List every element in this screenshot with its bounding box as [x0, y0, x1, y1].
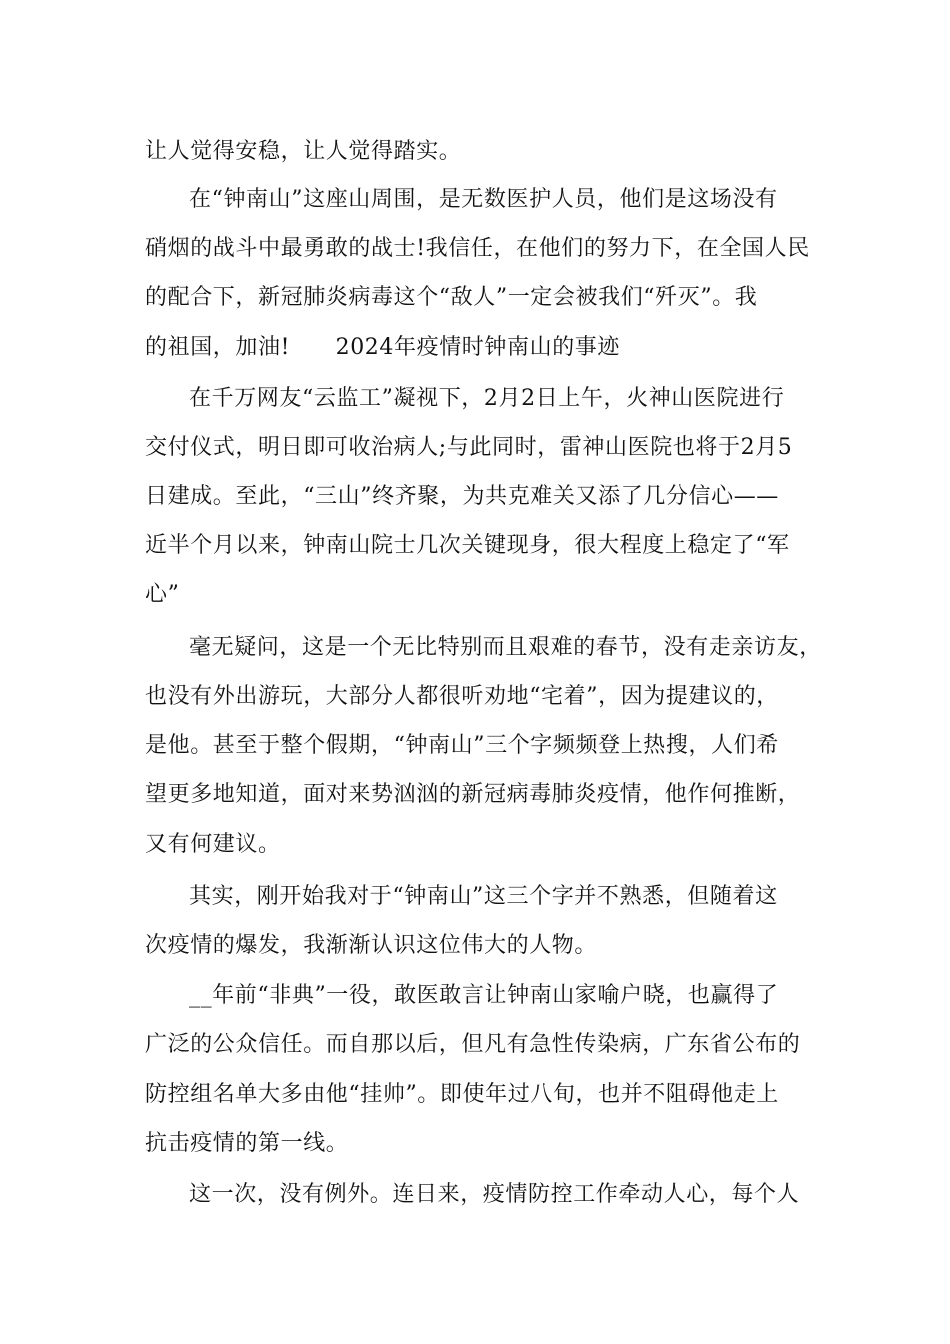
text-line-14: 望更多地知道，面对来势汹汹的新冠病毒肺炎疫情，他作何推断， [145, 782, 801, 807]
text-line-6: 在千万网友“云监工”凝视下，2月2日上午，火神山医院进行 [189, 386, 785, 411]
text-line-22: 这一次，没有例外。连日来，疫情防控工作牵动人心，每个人 [189, 1182, 800, 1207]
text-line-15: 又有何建议。 [145, 832, 281, 857]
text-line-7: 交付仪式，明日即可收治病人;与此同时，雷神山医院也将于2月5 [145, 435, 793, 460]
text-line-3: 硝烟的战斗中最勇敢的战士!我信任，在他们的努力下，在全国人民 [145, 236, 810, 261]
text-line-18: __年前“非典”一役，敢医敢言让钟南山家喻户晓，也赢得了 [189, 983, 779, 1008]
text-line-1: 让人觉得安稳，让人觉得踏实。 [145, 139, 462, 164]
text-line-12: 也没有外出游玩，大部分人都很听劝地“宅着”，因为提建议的， [145, 684, 779, 709]
text-line-17: 次疫情的爆发，我渐渐认识这位伟大的人物。 [145, 933, 598, 958]
text-line-9: 近半个月以来，钟南山院士几次关键现身，很大程度上稳定了“军 [145, 533, 790, 558]
text-line-20: 防控组名单大多由他“挂帅”。即使年过八旬，也并不阻碍他走上 [145, 1082, 779, 1107]
text-line-5: 的祖国，加油! 2024年疫情时钟南山的事迹 [145, 335, 620, 360]
text-line-21: 抗击疫情的第一线。 [145, 1131, 349, 1156]
text-line-4: 的配合下，新冠肺炎病毒这个“敌人”一定会被我们“歼灭”。我 [145, 285, 758, 310]
text-line-16: 其实，刚开始我对于“钟南山”这三个字并不熟悉，但随着这 [189, 884, 778, 909]
text-line-13: 是他。甚至于整个假期，“钟南山”三个字频频登上热搜，人们希 [145, 733, 779, 758]
text-line-8: 日建成。至此，“三山”终齐聚，为共克难关又添了几分信心—— [145, 484, 779, 509]
text-line-2: 在“钟南山”这座山周围，是无数医护人员，他们是这场没有 [189, 187, 778, 212]
text-line-11: 毫无疑问，这是一个无比特别而且艰难的春节，没有走亲访友， [189, 635, 822, 660]
text-line-10: 心” [145, 582, 180, 607]
text-line-19: 广泛的公众信任。而自那以后，但凡有急性传染病，广东省公布的 [145, 1032, 801, 1057]
